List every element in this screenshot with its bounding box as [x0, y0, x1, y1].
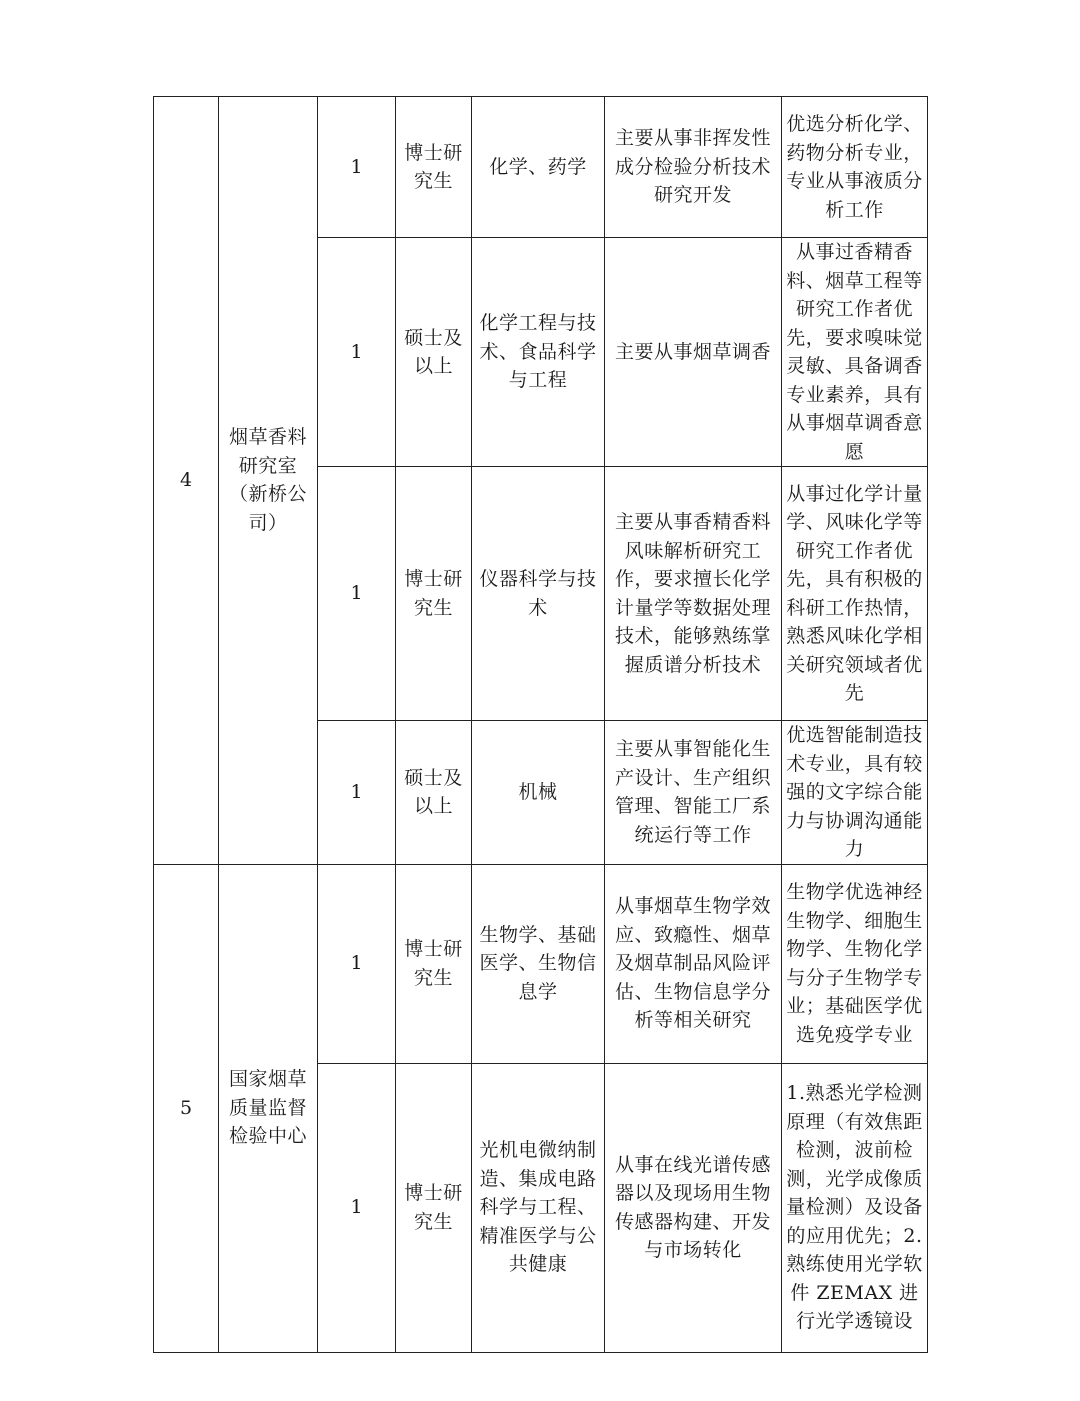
job-duty: 主要从事智能化生产设计、生产组织管理、智能工厂系统运行等工作 — [605, 721, 782, 865]
education-requirement: 博士研究生 — [396, 467, 472, 721]
job-duty: 主要从事香精香料风味解析研究工作，要求擅长化学计量学等数据处理技术，能够熟练掌握质谱分析技术 — [605, 467, 782, 721]
major-requirement: 机械 — [472, 721, 605, 865]
other-requirement: 从事过香精香料、烟草工程等研究工作者优先，要求嗅味觉灵敏、具备调香专业素养，具有从事烟草调香意愿 — [782, 238, 928, 467]
major-requirement: 化学工程与技术、食品科学与工程 — [472, 238, 605, 467]
table-row — [154, 864, 928, 1063]
education-requirement: 博士研究生 — [396, 864, 472, 1063]
position-count: 1 — [318, 864, 396, 1063]
other-requirement: 优选分析化学、药物分析专业，专业从事液质分析工作 — [782, 97, 928, 238]
group-index: 4 — [154, 97, 219, 865]
other-requirement: 生物学优选神经生物学、细胞生物学、生物化学与分子生物学专业；基础医学优选免疫学专业 — [782, 864, 928, 1063]
education-requirement: 博士研究生 — [396, 1063, 472, 1352]
position-count: 1 — [318, 467, 396, 721]
major-requirement: 化学、药学 — [472, 97, 605, 238]
job-duty: 从事在线光谱传感器以及现场用生物传感器构建、开发与市场转化 — [605, 1063, 782, 1352]
other-requirement: 优选智能制造技术专业，具有较强的文字综合能力与协调沟通能力 — [782, 721, 928, 865]
education-requirement: 博士研究生 — [396, 97, 472, 238]
other-requirement: 从事过化学计量学、风味化学等研究工作者优先，具有积极的科研工作热情，熟悉风味化学相关研究领域者优先 — [782, 467, 928, 721]
job-duty: 主要从事非挥发性成分检验分析技术研究开发 — [605, 97, 782, 238]
department-name: 烟草香料研究室（新桥公司） — [219, 97, 318, 865]
education-requirement: 硕士及以上 — [396, 238, 472, 467]
group-index: 5 — [154, 864, 219, 1352]
job-duty: 从事烟草生物学效应、致瘾性、烟草及烟草制品风险评估、生物信息学分析等相关研究 — [605, 864, 782, 1063]
recruitment-table — [153, 96, 928, 1353]
department-name: 国家烟草质量监督检验中心 — [219, 864, 318, 1352]
major-requirement: 仪器科学与技术 — [472, 467, 605, 721]
position-count: 1 — [318, 97, 396, 238]
other-requirement: 1.熟悉光学检测原理（有效焦距检测，波前检测，光学成像质量检测）及设备的应用优先；2.熟练使用光学软件 ZEMAX 进行光学透镜设 — [782, 1063, 928, 1352]
position-count: 1 — [318, 1063, 396, 1352]
education-requirement: 硕士及以上 — [396, 721, 472, 865]
table-row — [154, 97, 928, 238]
position-count: 1 — [318, 721, 396, 865]
major-requirement: 生物学、基础医学、生物信息学 — [472, 864, 605, 1063]
job-duty: 主要从事烟草调香 — [605, 238, 782, 467]
position-count: 1 — [318, 238, 396, 467]
major-requirement: 光机电微纳制造、集成电路科学与工程、精准医学与公共健康 — [472, 1063, 605, 1352]
